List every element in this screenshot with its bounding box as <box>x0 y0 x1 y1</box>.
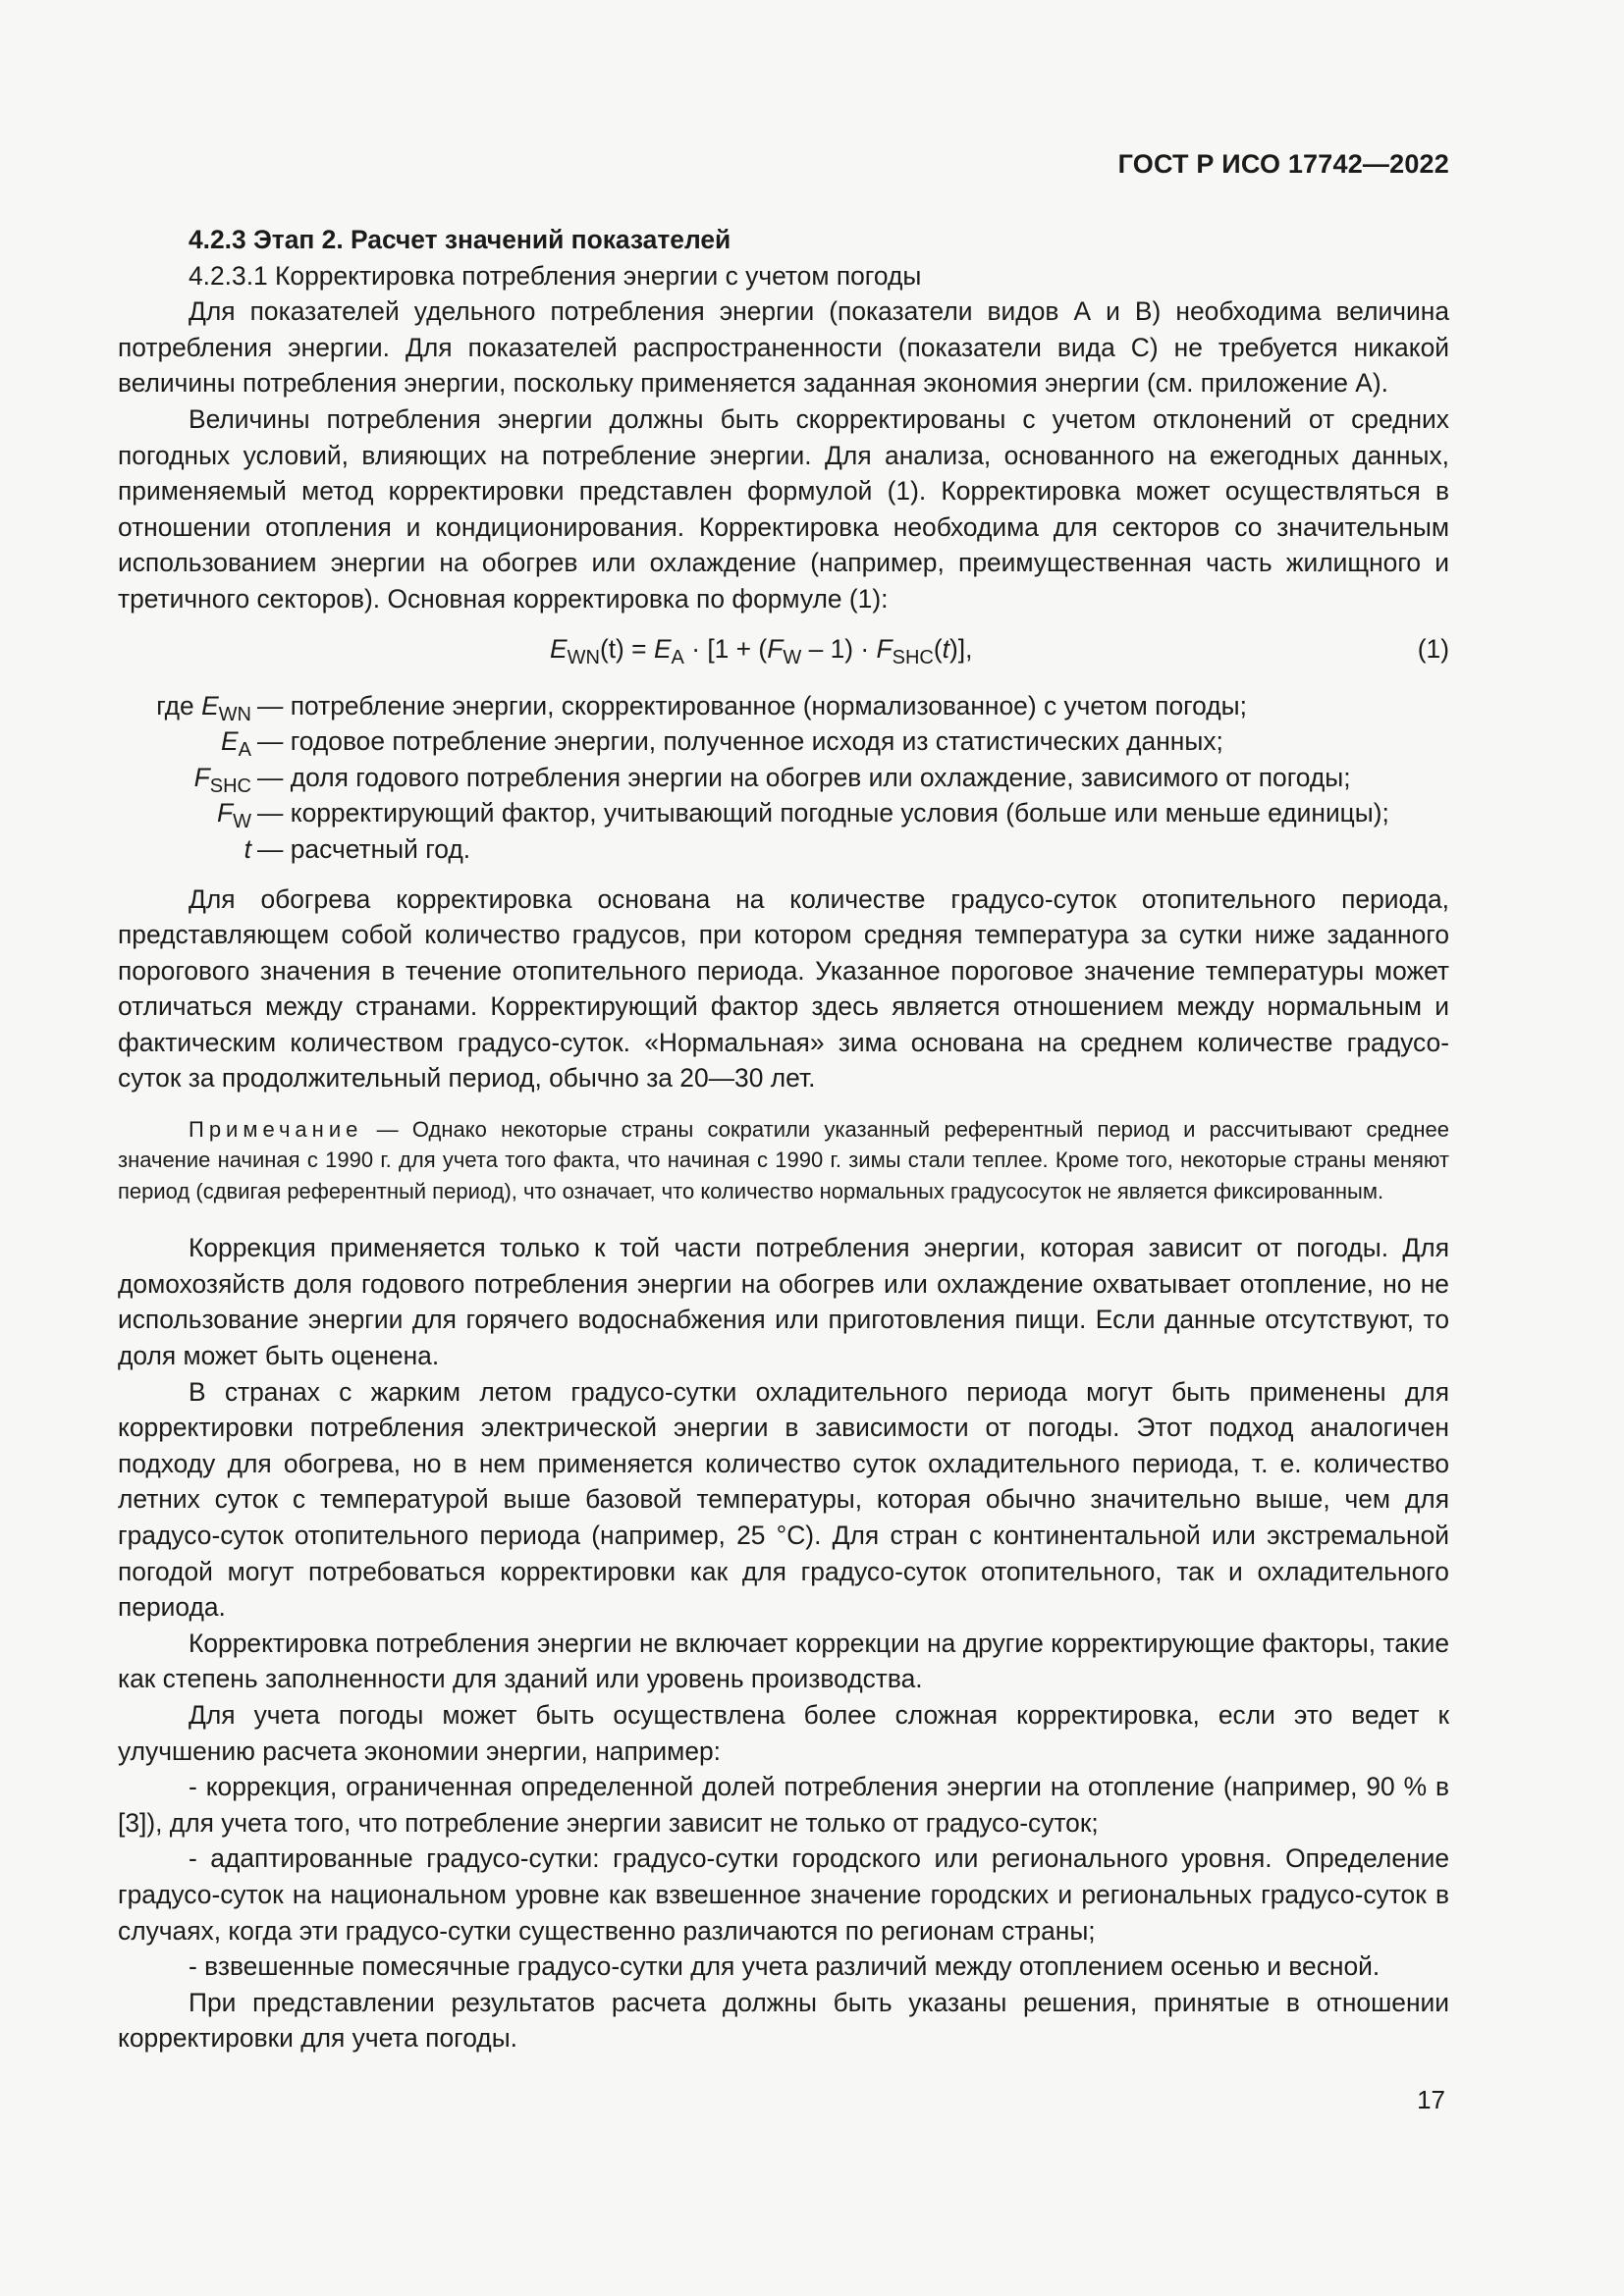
list-item: - взвешенные помесячные градусо-сутки для учета различий между отоплением осенью и весной. <box>189 1951 1380 1982</box>
page-number: 17 <box>1417 2085 1445 2114</box>
note-text: — Однако некоторые страны сократили указанный референтный период и рассчитывают среднее значение начиная с 1990 г. для учета того факта, что начиная с 1990 г. зимы стали теплее. Кроме того, некоторые страны меняют период (сдвигая референтный период), что означает, что количество нормальных градусосуток не является фиксированным. <box>118 1117 1449 1203</box>
paragraph: Величины потребления энергии должны быть скорректированы с учетом отклонений от средних погодных условий, влияющих на потребление энергии. Для анализа, основанного на ежегодных данных, применяемый метод корректировки представлен формулой (1). Корректировка может осуществляться в отношении отопления и кондиционирования. Корректировка необходима для секторов со значительным использованием энергии на обогрев или охлаждение (например, преимущественная часть жилищного и третичного секторов). Основная корректировка по формуле (1): <box>118 403 1449 614</box>
equation-number: (1) <box>1417 633 1449 664</box>
page-content <box>118 222 1449 2056</box>
paragraph: В странах с жарким летом градусо-сутки охладительного периода могут быть применены для корректировки потребления электрической энергии в зависимости от погоды. Этот подход аналогичен подходу для обогрева, но в нем применяется количество суток охладительного периода, т. е. количество летних суток с температурой выше базовой температуры, которая обычно значительно выше, чем для градусо-суток отопительного периода (например, 25 °С). Для стран с континентальной или экстремальной погодой могут потребоваться корректировки как для градусо-суток отопительного, так и охладительного периода. <box>118 1376 1449 1623</box>
note <box>118 1114 1449 1206</box>
list-item: - адаптированные градусо-сутки: градусо-сутки городского или регионального уровня. Определение градусо-суток на национальном уровне как взвешенное значение городских и региональных градусо-суток в случаях, когда эти градусо-сутки существенно различаются по регионам страны; <box>118 1843 1449 1946</box>
legend-item <box>118 760 1449 796</box>
legend-definition: — доля годового потребления энергии на обогрев или охлаждение, зависимого от погоды; <box>257 762 1351 792</box>
list-item: - коррекция, ограниченная определенной долей потребления энергии на отопление (например, 90 % в [3]), для учета того, что потребление энергии зависит не только от градусо-суток; <box>118 1772 1449 1838</box>
legend-definition: — годовое потребление энергии, полученное исходя из статистических данных; <box>257 726 1223 757</box>
legend-symbol: $E_A$ <box>221 726 251 762</box>
legend-item <box>118 831 1449 868</box>
paragraph: При представлении результатов расчета должны быть указаны решения, принятые в отношении корректировки для учета погоды. <box>118 1987 1449 2054</box>
legend-symbol: $F_W$ <box>216 798 251 833</box>
formula-legend <box>118 688 1449 868</box>
legend-item <box>118 688 1449 724</box>
paragraph: Для учета погоды может быть осуществлена более сложная корректировка, если это ведет к улучшению расчета экономии энергии, например: <box>118 1700 1449 1766</box>
legend-symbol: где $E_{WN}$ <box>156 690 251 725</box>
paragraph: Для обогрева корректировка основана на количестве градусо-суток отопительного периода, представляющем собой количество градусов, при котором средняя температура за сутки ниже заданного порогового значения в течение отопительного периода. Указанное пороговое значение температуры может отличаться между странами. Корректирующий фактор здесь является отношением между нормальным и фактическим количеством градусо-суток. «Нормальная» зима основана на среднем количестве градусо-суток за продолжительный период, обычно за 20—30 лет. <box>118 883 1449 1094</box>
legend-definition: — расчетный год. <box>257 833 471 864</box>
legend-symbol: t <box>244 833 251 864</box>
legend-symbol: $F_{SHC}$ <box>193 762 251 797</box>
paragraph: Коррекция применяется только к той части потребления энергии, которая зависит от погоды. Для домохозяйств доля годового потребления энергии на обогрев или охлаждение охватывает отопление, но не использование энергии для горячего водоснабжения или приготовления пищи. Если данные отсутствуют, то доля может быть оценена. <box>118 1233 1449 1371</box>
legend-item <box>118 723 1449 760</box>
paragraph: Для показателей удельного потребления энергии (показатели видов А и В) необходима величина потребления энергии. Для показателей распространенности (показатели вида С) не требуется никакой величины потребления энергии, поскольку применяется заданная экономия энергии (см. приложение А). <box>118 296 1449 399</box>
section-heading: 4.2.3 Этап 2. Расчет значений показателей <box>189 225 731 254</box>
paragraph: Корректировка потребления энергии не включает коррекции на другие корректирующие факторы, такие как степень заполненности для зданий или уровень производства. <box>118 1628 1449 1694</box>
formula-row <box>118 631 1449 667</box>
standard-code-header: ГОСТ Р ИСО 17742—2022 <box>1117 149 1449 179</box>
legend-item <box>118 795 1449 831</box>
legend-definition: — корректирующий фактор, учитывающий погодные условия (больше или меньше единицы); <box>257 798 1389 828</box>
note-label: Примечание <box>189 1117 363 1143</box>
subsection-heading: 4.2.3.1 Корректировка потребления энергии с учетом погоды <box>189 260 922 291</box>
legend-definition: — потребление энергии, скорректированное (нормализованное) с учетом погоды; <box>257 690 1247 721</box>
formula: $E_{WN}(t) = E_A \cdot [1 + (F_W - 1) \cdot F_{SHC}(t)]$, <box>550 633 973 668</box>
